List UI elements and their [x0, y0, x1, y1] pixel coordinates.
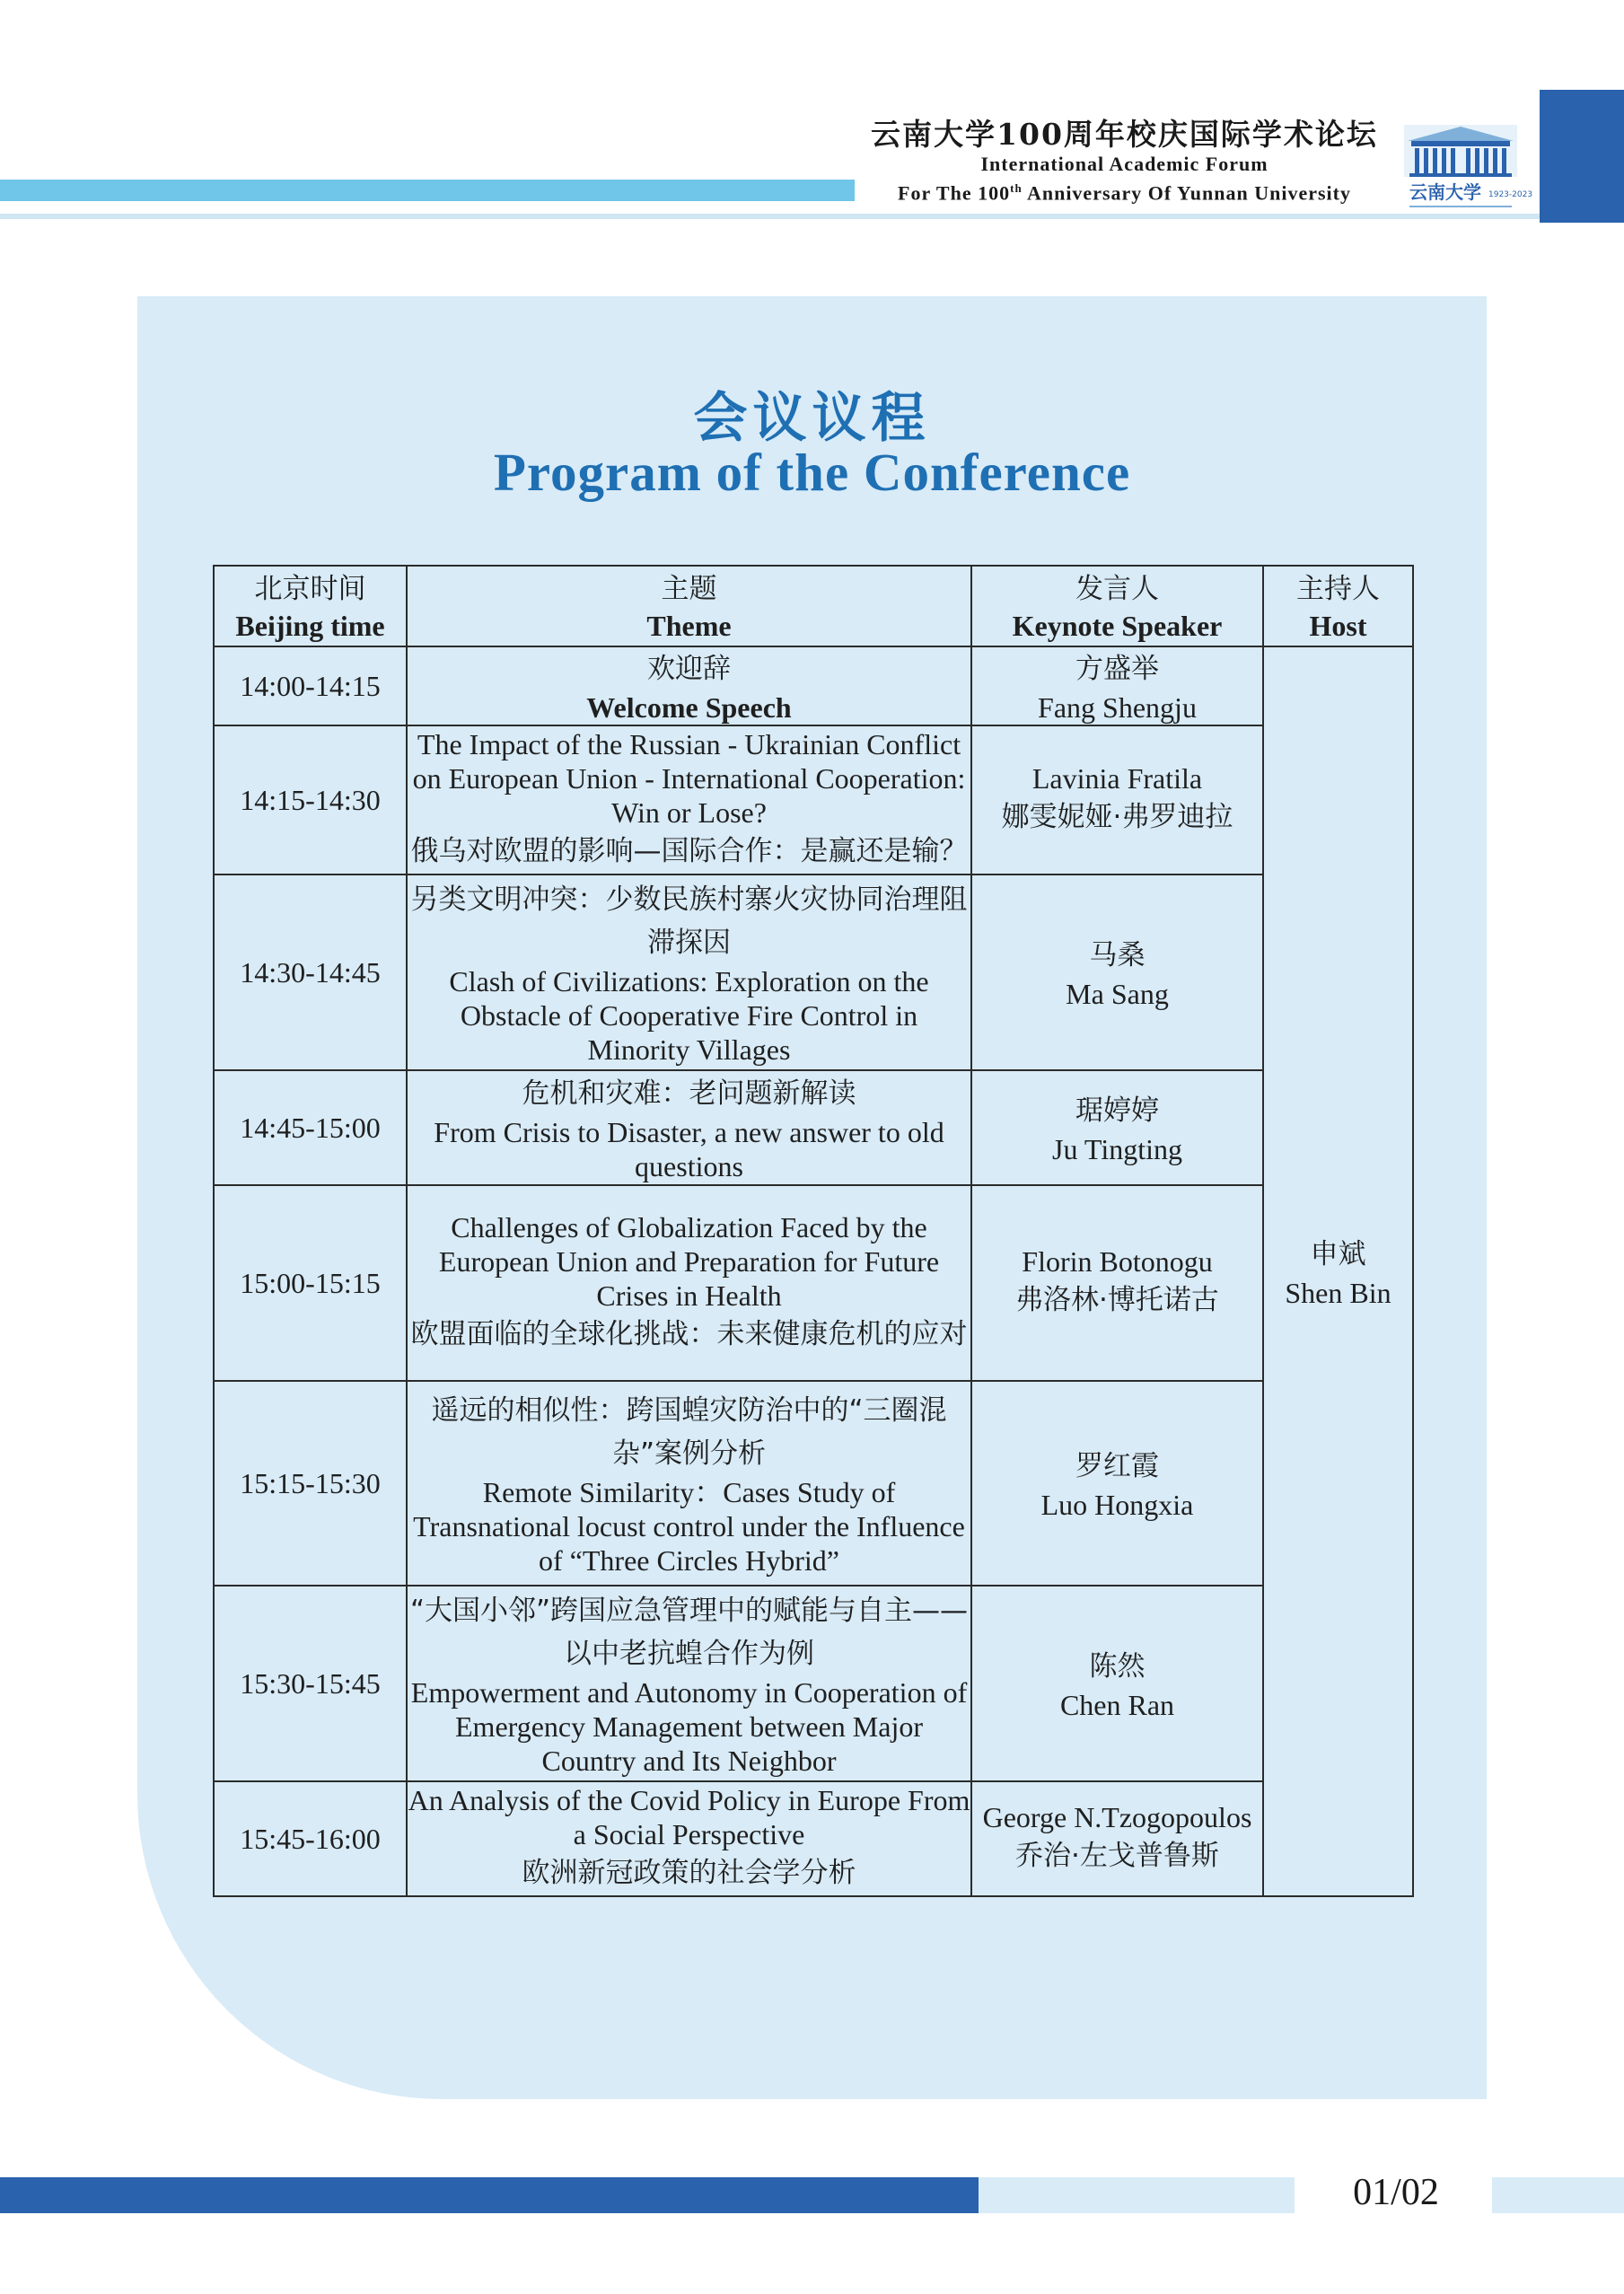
- header-theme: 主题 Theme: [407, 566, 971, 646]
- header-accent-bar: [0, 180, 855, 201]
- session-speaker: Florin Botonogu 弗洛林·博托诺古: [971, 1185, 1263, 1381]
- university-logo: [1402, 121, 1533, 215]
- session-theme: An Analysis of the Covid Policy in Europe From a Social Perspective 欧洲新冠政策的社会学分析: [407, 1781, 971, 1896]
- footer-bar-light-end: [1492, 2177, 1624, 2213]
- session-time: 15:45-16:00: [214, 1781, 407, 1896]
- program-table: [213, 565, 1414, 1897]
- logo-years: 1923-2023: [1488, 190, 1533, 199]
- table-row: [214, 646, 1413, 725]
- page-title-en: Program of the Conference: [493, 443, 1131, 502]
- table-row: [214, 1070, 1413, 1185]
- session-theme: “大国小邻”跨国应急管理中的赋能与自主——以中老抗蝗合作为例 Empowerment and Autonomy in Cooperation of Emergency Management between Major Country and Its Neighbor: [407, 1586, 971, 1781]
- session-time: 14:45-15:00: [214, 1070, 407, 1185]
- footer-bar: [0, 2177, 979, 2213]
- session-theme: 危机和灾难：老问题新解读 From Crisis to Disaster, a new answer to old questions: [407, 1070, 971, 1185]
- session-host: 申斌 Shen Bin: [1263, 646, 1413, 1896]
- table-row: [214, 1381, 1413, 1586]
- session-time: 14:15-14:30: [214, 725, 407, 875]
- session-time: 14:30-14:45: [214, 875, 407, 1070]
- table-header-row: [214, 566, 1413, 646]
- session-time: 14:00-14:15: [214, 646, 407, 725]
- page-number: 01/02: [1353, 2172, 1439, 2213]
- session-speaker: 陈然 Chen Ran: [971, 1586, 1263, 1781]
- session-theme: 遥远的相似性：跨国蝗灾防治中的“三圈混杂”案例分析 Remote Similarity：Cases Study of Transnational locust control under the Influence of “Three Circles Hybrid”: [407, 1381, 971, 1586]
- header-corner-block: [1540, 90, 1624, 223]
- table-row: [214, 1185, 1413, 1381]
- forum-title-en-line1: International Academic Forum: [980, 153, 1268, 175]
- table-row: [214, 725, 1413, 875]
- session-time: 15:15-15:30: [214, 1381, 407, 1586]
- header-divider: [0, 214, 1540, 219]
- session-speaker: Lavinia Fratila 娜雯妮娅·弗罗迪拉: [971, 725, 1263, 875]
- footer-bar-light: [979, 2177, 1295, 2213]
- header-time: 北京时间 Beijing time: [214, 566, 407, 646]
- forum-title-cn: 云南大学100周年校庆国际学术论坛: [871, 117, 1378, 152]
- session-theme: The Impact of the Russian - Ukrainian Conflict on European Union - International Cooperation: Win or Lose? 俄乌对欧盟的影响—国际合作：是赢还是输？: [407, 725, 971, 875]
- table-row: [214, 1781, 1413, 1896]
- page-title-cn: 会议议程: [693, 387, 931, 450]
- session-speaker: 方盛举 Fang Shengju: [971, 646, 1263, 725]
- logo-wordmark: 云南大学: [1409, 181, 1481, 203]
- session-time: 15:00-15:15: [214, 1185, 407, 1381]
- forum-title: [866, 117, 1383, 206]
- table-row: [214, 1586, 1413, 1781]
- session-speaker: 琚婷婷 Ju Tingting: [971, 1070, 1263, 1185]
- header-host: 主持人 Host: [1263, 566, 1413, 646]
- session-theme: Challenges of Globalization Faced by the European Union and Preparation for Future Crises in Health 欧盟面临的全球化挑战：未来健康危机的应对: [407, 1185, 971, 1381]
- session-theme: 欢迎辞 Welcome Speech: [407, 646, 971, 725]
- table-row: [214, 875, 1413, 1070]
- header-speaker: 发言人 Keynote Speaker: [971, 566, 1263, 646]
- session-theme: 另类文明冲突：少数民族村寨火灾协同治理阻滞探因 Clash of Civilizations: Exploration on the Obstacle of Cooperative Fire Control in Minority Villages: [407, 875, 971, 1070]
- session-speaker: George N.Tzogopoulos 乔治·左戈普鲁斯: [971, 1781, 1263, 1896]
- forum-title-en-line2: For The 100th Anniversary Of Yunnan University: [898, 181, 1351, 205]
- session-time: 15:30-15:45: [214, 1586, 407, 1781]
- session-speaker: 马桑 Ma Sang: [971, 875, 1263, 1070]
- session-speaker: 罗红霞 Luo Hongxia: [971, 1381, 1263, 1586]
